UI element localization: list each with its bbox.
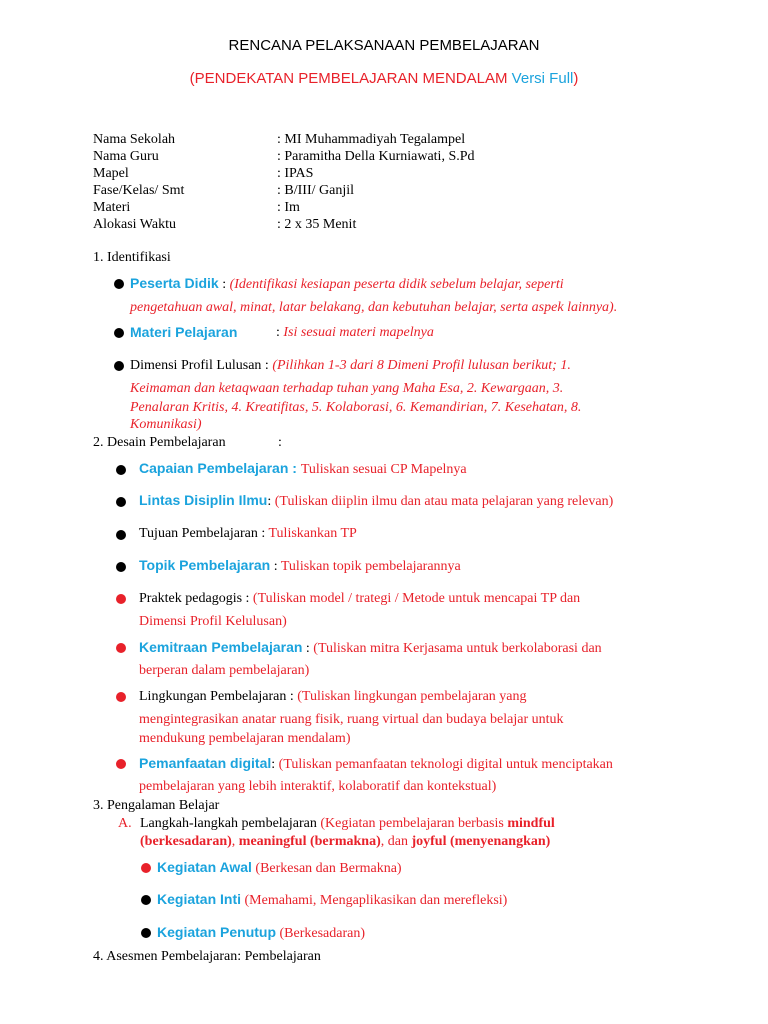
pemanfaatan-text-2: pembelajaran yang lebih interaktif, kolaboratif dan kontekstual) <box>139 779 497 794</box>
topik-item: Topik Pembelajaran : Tuliskan topik pembelajarannya <box>139 557 461 574</box>
kegiatan-inti-item: Kegiatan Inti (Memahami, Mengaplikasikan dan merefleksi) <box>157 891 508 908</box>
dimensi-profil-text-4: Komunikasi) <box>130 417 202 432</box>
dimensi-profil-item: Dimensi Profil Lulusan : (Pilihkan 1-3 dari 8 Dimeni Profil lulusan berikut; 1. <box>130 358 571 373</box>
langkah-text-2: (berkesadaran), meaningful (bermakna), dan joyful (menyenangkan) <box>140 834 551 849</box>
lingkungan-text-3: mendukung pembelajaran mendalam) <box>139 731 351 746</box>
identity-label: Mapel <box>93 166 129 181</box>
peserta-didik-text-2: pengetahuan awal, minat, latar belakang, dan kebutuhan belajar, serta aspek lainnya). <box>130 300 618 315</box>
bullet-icon <box>114 361 124 371</box>
kegiatan-penutup-item: Kegiatan Penutup (Berkesadaran) <box>157 924 366 941</box>
identity-value: : 2 x 35 Menit <box>277 217 357 232</box>
bullet-icon <box>114 279 124 289</box>
section-desain-heading: 2. Desain Pembelajaran <box>93 435 226 450</box>
pemanfaatan-item: Pemanfaatan digital: (Tuliskan pemanfaatan teknologi digital untuk menciptakan <box>139 755 613 772</box>
dimensi-profil-text-3: Penalaran Kritis, 4. Kreatifitas, 5. Kolaborasi, 6. Kemandirian, 7. Kesehatan, 8. <box>130 400 582 415</box>
dimensi-profil-text-2: Keimaman dan ketaqwaan terhadap tuhan yang Maha Esa, 2. Kewargaan, 3. <box>130 381 564 396</box>
bullet-icon <box>116 465 126 475</box>
identity-value: : MI Muhammadiyah Tegalampel <box>277 132 466 147</box>
lingkungan-item: Lingkungan Pembelajaran : (Tuliskan lingkungan pembelajaran yang <box>139 689 527 704</box>
lingkungan-text-2: mengintegrasikan anatar ruang fisik, ruang virtual dan budaya belajar untuk <box>139 712 564 727</box>
peserta-didik-item: Peserta Didik : (Identifikasi kesiapan peserta didik sebelum belajar, seperti <box>130 275 564 292</box>
identity-value: : IPAS <box>277 166 314 181</box>
langkah-item: Langkah-langkah pembelajaran (Kegiatan pembelajaran berbasis mindful <box>140 816 555 831</box>
bullet-icon <box>116 530 126 540</box>
list-marker-a: A. <box>118 816 132 831</box>
identity-label: Materi <box>93 200 131 215</box>
section-asesmen-heading: 4. Asesmen Pembelajaran: Pembelajaran <box>93 949 321 964</box>
identity-value: : B/III/ Ganjil <box>277 183 354 198</box>
capaian-item: Capaian Pembelajaran : Tuliskan sesuai CP Mapelnya <box>139 460 467 477</box>
bullet-icon <box>116 497 126 507</box>
section-pengalaman-heading: 3. Pengalaman Belajar <box>93 798 220 813</box>
tujuan-item: Tujuan Pembelajaran : Tuliskankan TP <box>139 526 357 541</box>
page-subtitle: (PENDEKATAN PEMBELAJARAN MENDALAM Versi Full) <box>189 70 579 87</box>
kemitraan-text-2: berperan dalam pembelajaran) <box>139 663 310 678</box>
kegiatan-awal-item: Kegiatan Awal (Berkesan dan Bermakna) <box>157 859 402 876</box>
bullet-icon <box>114 328 124 338</box>
bullet-icon <box>116 692 126 702</box>
identity-label: Alokasi Waktu <box>93 217 176 232</box>
identity-label: Nama Guru <box>93 149 159 164</box>
praktek-item: Praktek pedagogis : (Tuliskan model / trategi / Metode untuk mencapai TP dan <box>139 591 581 606</box>
identity-label: Fase/Kelas/ Smt <box>93 183 185 198</box>
praktek-text-2: Dimensi Profil Kelulusan) <box>139 614 287 629</box>
bullet-icon <box>141 863 151 873</box>
bullet-icon <box>116 562 126 572</box>
bullet-icon <box>141 928 151 938</box>
page-title: RENCANA PELAKSANAAN PEMBELAJARAN <box>228 37 540 54</box>
section-desain-colon: : <box>278 435 282 450</box>
section-identifikasi-heading: 1. Identifikasi <box>93 250 171 265</box>
bullet-icon <box>141 895 151 905</box>
bullet-icon <box>116 759 126 769</box>
identity-value: : Paramitha Della Kurniawati, S.Pd <box>277 149 475 164</box>
identity-label: Nama Sekolah <box>93 132 176 147</box>
lintas-disiplin-item: Lintas Disiplin Ilmu: (Tuliskan diiplin ilmu dan atau mata pelajaran yang relevan) <box>139 492 614 509</box>
materi-pelajaran-text: : Isi sesuai materi mapelnya <box>276 325 434 340</box>
kemitraan-item: Kemitraan Pembelajaran : (Tuliskan mitra Kerjasama untuk berkolaborasi dan <box>139 639 602 656</box>
identity-value: : Im <box>277 200 300 215</box>
bullet-icon <box>116 643 126 653</box>
bullet-icon <box>116 594 126 604</box>
materi-pelajaran-label: Materi Pelajaran <box>130 324 238 340</box>
